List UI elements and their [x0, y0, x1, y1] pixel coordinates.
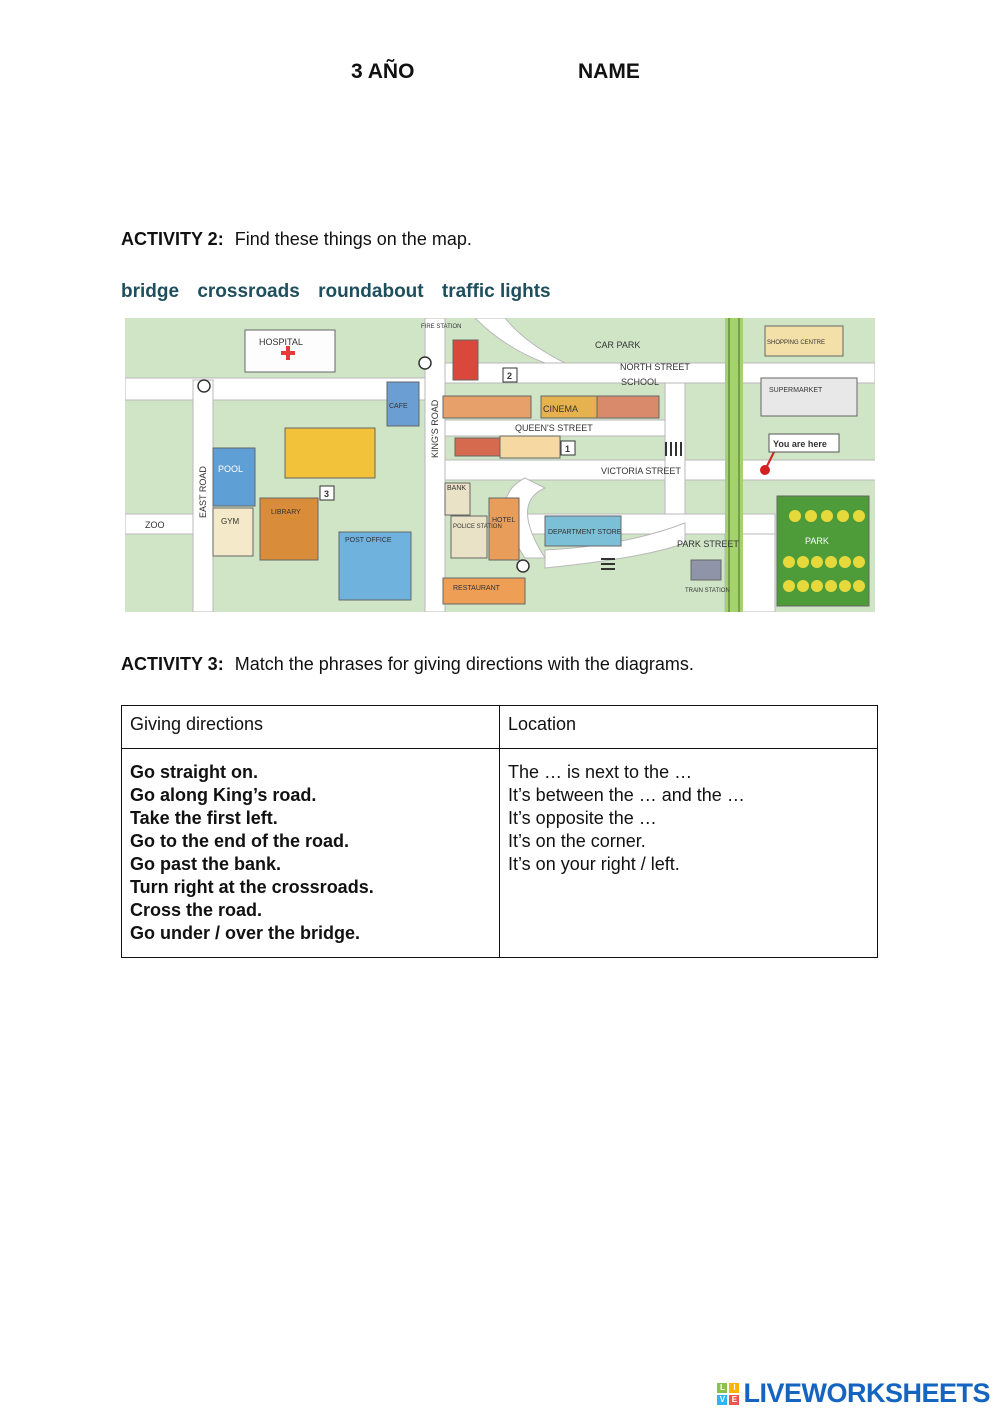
header-giving-directions: Giving directions [122, 706, 500, 749]
map-label-north-street: NORTH STREET [620, 362, 690, 372]
activity3-instruction: Match the phrases for giving directions with the diagrams. [234, 654, 694, 674]
map-label-shopping-centre: SHOPPING CENTRE [767, 340, 826, 346]
map-label-park-street: PARK STREET [677, 539, 739, 549]
map-label-bank: BANK [447, 485, 467, 492]
activity2-instruction: Find these things on the map. [234, 229, 472, 249]
header-location: Location [500, 706, 878, 749]
map-label-department-store: DEPARTMENT STORE [548, 529, 622, 536]
map-marker-2: 2 [507, 371, 513, 381]
activity2-heading [121, 229, 472, 250]
map-label-zoo: ZOO [145, 520, 165, 530]
map-label-car-park: CAR PARK [595, 340, 641, 350]
map-label-library: LIBRARY [271, 509, 301, 516]
map-label-you-are-here: You are here [773, 439, 827, 449]
map-label-hospital: HOSPITAL [259, 337, 303, 347]
map-marker-3: 3 [324, 489, 330, 499]
map-label-cinema: CINEMA [543, 404, 579, 414]
activity3-heading [121, 654, 694, 675]
logo-icon [717, 1383, 739, 1405]
direction-phrase: Go along King’s road. [130, 785, 317, 805]
word-bridge: bridge [121, 281, 180, 302]
direction-phrase: Go straight on. [130, 762, 258, 782]
word-crossroads: crossroads [197, 281, 300, 302]
table-row [122, 749, 878, 958]
map-label-east-road: EAST ROAD [198, 466, 208, 518]
logo-letter: I [729, 1383, 739, 1393]
map-label-cafe: CAFE [389, 403, 408, 410]
map-label-restaurant: RESTAURANT [453, 585, 500, 592]
map-label-kings-road: KING'S ROAD [430, 399, 440, 458]
map-label-victoria-street: VICTORIA STREET [601, 466, 681, 476]
direction-phrase: Take the first left. [130, 808, 278, 828]
grade-label: 3 AÑO [351, 60, 415, 83]
map-label-fire-station: FIRE STATION [421, 324, 462, 330]
map-label-queens-street: QUEEN'S STREET [515, 423, 593, 433]
direction-phrase: Go under / over the bridge. [130, 923, 361, 943]
directions-table [121, 705, 878, 958]
map-label-hotel: HOTEL [492, 517, 516, 524]
location-phrase: It’s on your right / left. [508, 854, 680, 874]
direction-phrase: Go past the bank. [130, 854, 282, 874]
name-label: NAME [578, 60, 640, 83]
town-map [125, 318, 875, 612]
locations-cell [500, 749, 878, 958]
direction-phrase: Cross the road. [130, 900, 263, 920]
logo-text: LIVEWORKSHEETS [743, 1378, 990, 1408]
location-phrase: It’s between the … and the … [508, 785, 745, 805]
word-traffic-lights: traffic lights [441, 281, 551, 302]
logo-letter: E [729, 1395, 739, 1405]
directions-cell [122, 749, 500, 958]
map-label-post-office: POST OFFICE [345, 537, 392, 544]
location-phrase: It’s on the corner. [508, 831, 646, 851]
map-label-supermarket: SUPERMARKET [769, 387, 823, 394]
word-roundabout: roundabout [318, 281, 424, 302]
table-header-row [122, 706, 878, 749]
activity3-label: ACTIVITY 3: [121, 654, 224, 674]
logo-letter: L [717, 1383, 727, 1393]
liveworksheets-logo [717, 1378, 990, 1409]
map-label-school: SCHOOL [621, 377, 660, 387]
direction-phrase: Turn right at the crossroads. [130, 877, 374, 897]
location-phrase: The … is next to the … [508, 762, 693, 782]
direction-phrase: Go to the end of the road. [130, 831, 349, 851]
vocabulary-list [121, 281, 564, 303]
map-marker-1: 1 [565, 444, 571, 454]
logo-letter: V [717, 1395, 727, 1405]
map-label-park: PARK [805, 536, 829, 546]
map-label-police-station: POLICE STATION [453, 524, 502, 530]
map-label-train-station: TRAIN STATION [685, 588, 730, 594]
activity2-label: ACTIVITY 2: [121, 229, 224, 249]
map-label-pool: POOL [218, 464, 244, 474]
map-label-gym: GYM [221, 517, 240, 526]
location-phrase: It’s opposite the … [508, 808, 657, 828]
